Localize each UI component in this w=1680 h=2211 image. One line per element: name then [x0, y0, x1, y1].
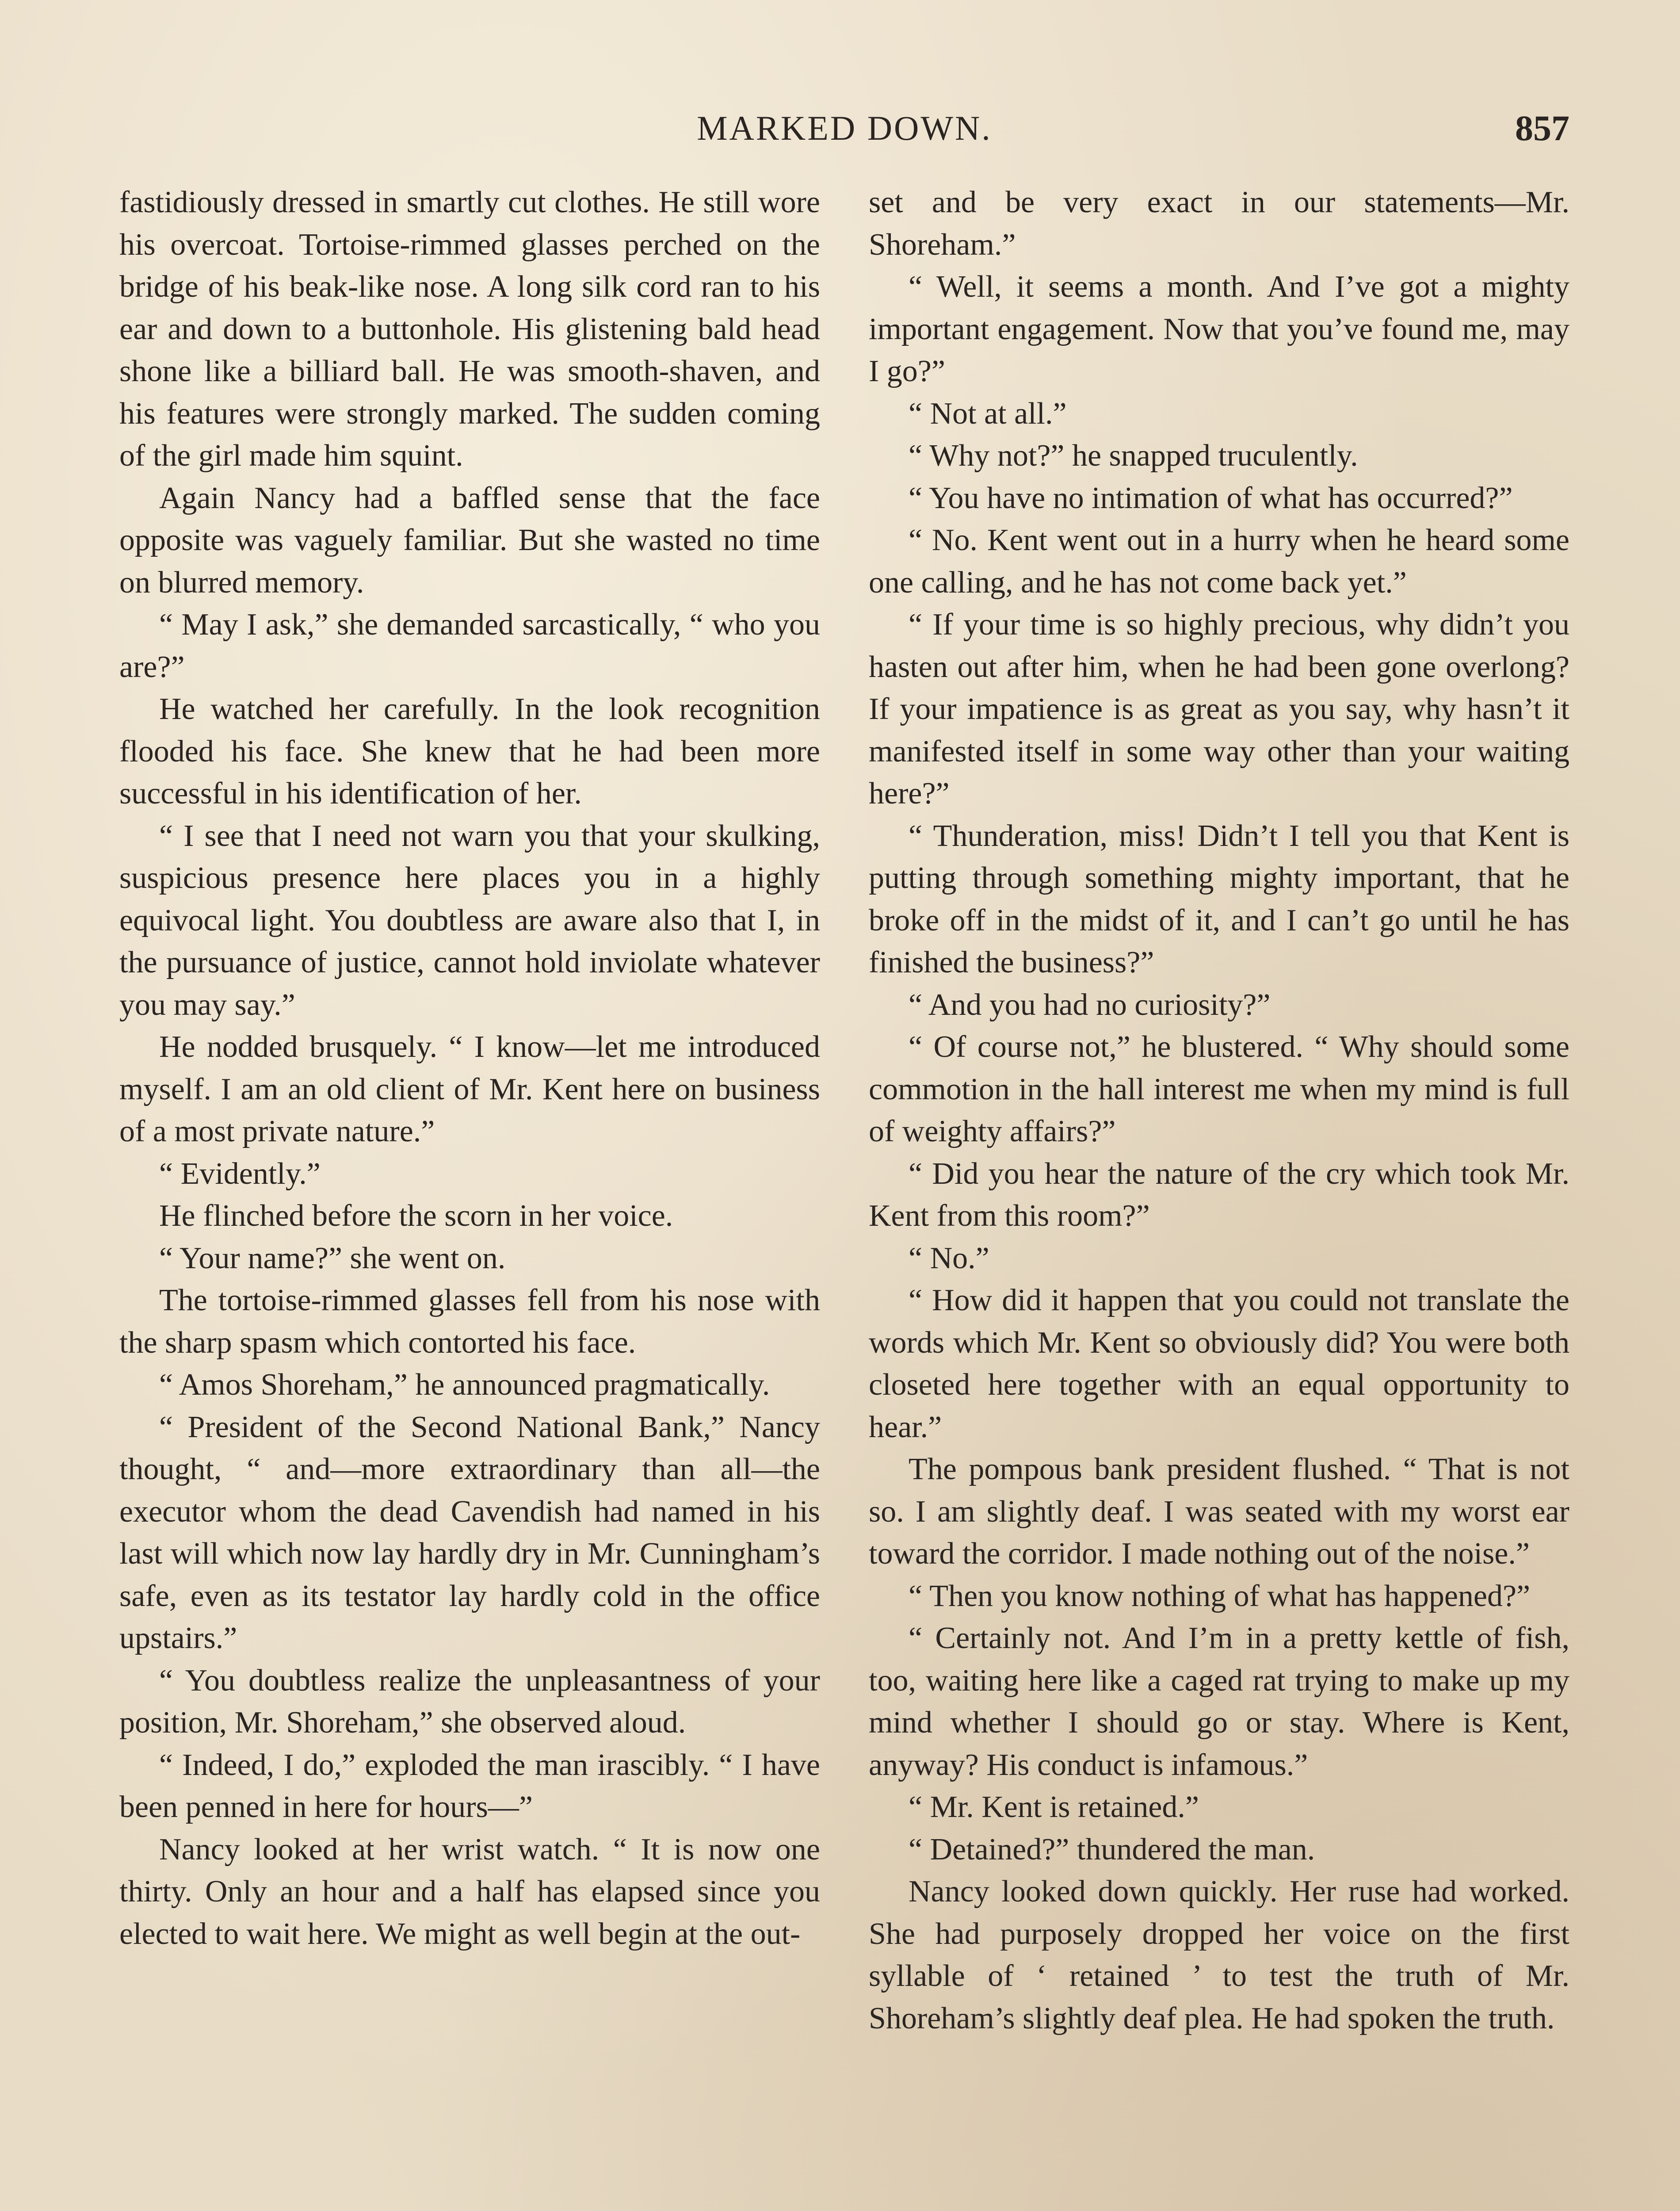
- paragraph: “ Evidently.”: [159, 1156, 321, 1191]
- paragraph: The tortoise-rimmed glasses fell from his nose with the sharp spasm which contorted his face.: [119, 1283, 820, 1360]
- paragraph: “ Why not?” he snapped truculently.: [909, 439, 1358, 473]
- paragraph: “ Not at all.”: [909, 396, 1067, 431]
- paragraph: “ And you had no curiosity?”: [909, 987, 1271, 1022]
- paragraph: “ Then you know nothing of what has happened?”: [909, 1579, 1531, 1613]
- paragraph: The pompous bank president flushed. “ That is not so. I am slightly deaf. I was seated with my worst ear toward the corridor. I made nothing out of the noise.”: [869, 1452, 1569, 1571]
- paragraph: “ How did it happen that you could not translate the words which Mr. Kent so obviously did? You were both closeted here together with an equal opportunity to hear.”: [869, 1283, 1569, 1444]
- paragraph: He nodded brusquely. “ I know—let me introduced myself. I am an old client of Mr. Kent here on business of a most private nature.”: [119, 1030, 820, 1148]
- paragraph: set and be very exact in our statements—Mr. Shoreham.”: [869, 185, 1569, 262]
- right-column: [869, 181, 1569, 2211]
- paragraph: Again Nancy had a baffled sense that the face opposite was vaguely familiar. But she wasted no time on blurred memory.: [119, 481, 820, 600]
- running-title: MARKED DOWN.: [697, 109, 992, 147]
- paragraph: Nancy looked down quickly. Her ruse had worked. She had purposely dropped her voice on the first syllable of ‘ retained ’ to test the truth of Mr. Shoreham’s slightly deaf plea. He had spoken the truth.: [869, 1874, 1569, 2035]
- paragraph: “ If your time is so highly precious, why didn’t you hasten out after him, when he had been gone overlong? If your impatience is as great as you say, why hasn’t it manifested itself in some way other than your waiting here?”: [869, 608, 1569, 811]
- paragraph: “ Detained?” thundered the man.: [909, 1832, 1315, 1867]
- paragraph: “ You have no intimation of what has occurred?”: [909, 481, 1513, 515]
- page-number: 857: [1515, 108, 1569, 148]
- text-columns: [119, 181, 1569, 2211]
- paragraph: “ Of course not,” he blustered. “ Why should some commotion in the hall interest me when my mind is full of weighty affairs?”: [869, 1030, 1569, 1148]
- paragraph: “ Certainly not. And I’m in a pretty kettle of fish, too, waiting here like a caged rat trying to make up my mind whether I should go or stay. Where is Kent, anyway? His conduct is infamous.”: [869, 1621, 1569, 1782]
- paragraph: He watched her carefully. In the look recognition flooded his face. She knew that he had been more successful in his identification of her.: [119, 692, 820, 811]
- paragraph: “ You doubtless realize the unpleasantness of your position, Mr. Shoreham,” she observed aloud.: [119, 1663, 820, 1740]
- paragraph: fastidiously dressed in smartly cut clothes. He still wore his overcoat. Tortoise-rimmed glasses perched on the bridge of his beak-like nose. A long silk cord ran to his ear and down to a buttonhole. His glistening bald head shone like a billiard ball. He was smooth-shaven, and his features were strongly marked. The sudden coming of the girl made him squint.: [119, 185, 820, 473]
- paragraph: He flinched before the scorn in her voice.: [159, 1199, 673, 1233]
- paragraph: “ I see that I need not warn you that your skulking, suspicious presence here places you in a highly equivocal light. You doubtless are aware also that I, in the pursuance of justice, cannot hold inviolate whatever you may say.”: [119, 819, 820, 1022]
- paragraph: “ May I ask,” she demanded sarcastically, “ who you are?”: [119, 608, 820, 684]
- paragraph: “ Your name?” she went on.: [159, 1241, 506, 1275]
- paragraph: “ Well, it seems a month. And I’ve got a mighty important engagement. Now that you’ve found me, may I go?”: [869, 270, 1569, 388]
- paragraph: Nancy looked at her wrist watch. “ It is now one thirty. Only an hour and a half has elapsed since you elected to wait here. We might as well begin at the out-: [119, 1832, 820, 1951]
- paragraph: “ Thunderation, miss! Didn’t I tell you that Kent is putting through something mighty important, that he broke off in the midst of it, and I can’t go until he has finished the business?”: [869, 819, 1569, 979]
- paragraph: “ Amos Shoreham,” he announced pragmatically.: [159, 1368, 770, 1402]
- left-column: [119, 181, 820, 2211]
- page-header: [119, 106, 1569, 155]
- paragraph: “ No.”: [909, 1241, 989, 1275]
- paragraph: “ President of the Second National Bank,” Nancy thought, “ and—more extraordinary than all—the executor whom the dead Cavendish had named in his last will which now lay hardly dry in Mr. Cunningham’s safe, even as its testator lay hardly cold in the office upstairs.”: [119, 1410, 820, 1655]
- paragraph: “ Did you hear the nature of the cry which took Mr. Kent from this room?”: [869, 1156, 1569, 1233]
- paragraph: “ Mr. Kent is retained.”: [909, 1790, 1199, 1824]
- paragraph: “ Indeed, I do,” exploded the man irascibly. “ I have been penned in here for hours—”: [119, 1748, 820, 1824]
- paragraph: “ No. Kent went out in a hurry when he heard some one calling, and he has not come back yet.”: [869, 523, 1569, 600]
